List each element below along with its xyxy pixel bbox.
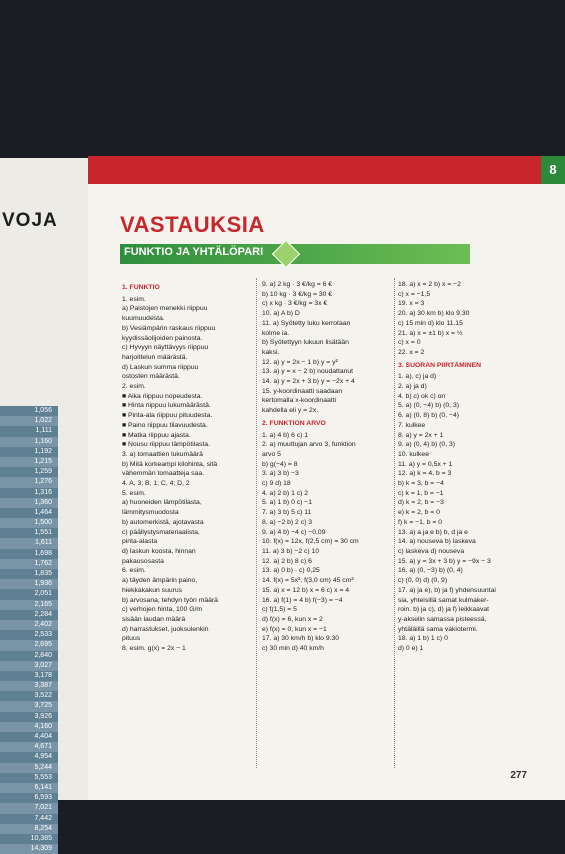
answer-line: 19. x = 3 [398, 300, 425, 308]
answer-line: c) 30 min d) 40 km/h [262, 645, 324, 653]
table-cell: 1,360 [0, 498, 58, 508]
table-cell: 2,165 [0, 600, 58, 610]
answer-line: 13. a) a ja e b) b, d ja e [398, 528, 468, 536]
table-cell: 7,442 [0, 814, 58, 824]
answer-line: lämmitysmuodosta [122, 509, 179, 517]
answer-line: arvo 5 [262, 450, 281, 458]
table-cell: 5,553 [0, 773, 58, 783]
answer-line: 18. a) 1 b) 1 c) 0 [398, 635, 448, 643]
table-cell: 8,254 [0, 824, 58, 834]
answer-line: 12. a) 2 b) 8 c) 6 [262, 557, 312, 565]
table-cell: 14,309 [0, 844, 58, 854]
answer-line: vähemmän tomaatteja saa. [122, 470, 204, 478]
answer-line: 10. f(x) = 12x, f(2,5 cm) = 30 cm [262, 538, 359, 546]
table-cell: 4,954 [0, 752, 58, 762]
answer-line: 7. kulkee [398, 421, 426, 429]
answer-line: 10. kulkee [398, 450, 429, 458]
table-cell: 1,259 [0, 467, 58, 477]
table-cell: 2,840 [0, 651, 58, 661]
answer-line: d) 0 e) 1 [398, 645, 424, 653]
table-cell: 6,141 [0, 783, 58, 793]
answer-line: 13. a) 0 b) · c) 0,25 [262, 567, 320, 575]
answer-line: 15. a) y = 3x + 3 b) y = −9x − 3 [398, 557, 491, 565]
answer-line: 12. a) y = 2x − 1 b) y = y² [262, 358, 338, 366]
answer-line: 4. b) c) ok c) on [398, 392, 446, 400]
section-banner-title: FUNKTIO JA YHTÄLÖPARI [124, 246, 264, 258]
section-heading: 2. FUNKTION ARVO [262, 419, 326, 427]
answer-line: 16. a) (0, −3) b) (0, 4) [398, 567, 463, 575]
table-cell: 1,835 [0, 569, 58, 579]
answer-line: 2. a) ja d) [398, 383, 427, 391]
answer-line: 11. a) 3 b) −2 c) 10 [262, 547, 320, 555]
table-cell: 1,056 [0, 406, 58, 416]
answer-line: sia, yhteisillä samat kulmaker- [398, 596, 489, 604]
answer-line: 12. a) k = 4, b = 3 [398, 470, 452, 478]
answer-line: 14. a) y = 2x + 3 b) y = −2x + 4 [262, 378, 355, 386]
answer-line: 2. a) muuttujan arvo 3, funktion [262, 441, 356, 449]
table-cell: 4,671 [0, 742, 58, 752]
table-cell: 1,111 [0, 426, 58, 436]
table-cell: 3,178 [0, 671, 58, 681]
answer-line: y-akselin samassa pisteessä, [398, 615, 487, 623]
table-cell: 3,725 [0, 701, 58, 711]
answer-line: 4. a) 2 b) 1 c) 2 [262, 489, 309, 497]
answer-line: b) automerkistä, ajotavasta [122, 518, 204, 526]
table-cell: 1,316 [0, 488, 58, 498]
answer-line: kahdella eli y = 2x. [262, 407, 319, 415]
table-cell: 1,160 [0, 437, 58, 447]
answer-line: d) k = 2, b = −3 [398, 499, 444, 507]
answer-line: 2. esim. [122, 383, 146, 391]
answer-line: ■ Pinta-ala riippuu pituudesta. [122, 412, 213, 420]
answer-line: ■ Nousu riippuu lämpötilasta. [122, 441, 210, 449]
answer-line: kyydissäolijoiden painosta. [122, 334, 203, 342]
answer-line: 11. a) Syötetty luku kerrotaan [262, 319, 351, 327]
table-cell: 1,022 [0, 416, 58, 426]
answer-line: 17. a) ja e), b) ja f) yhdensuuntai [398, 586, 496, 594]
answer-line: d) Laskun summa riippuu [122, 363, 199, 371]
answer-line: sisään laudan määrä [122, 615, 186, 623]
answer-line: d) harrastukset, juoksulenkin [122, 625, 209, 633]
answer-line: harjoittelun määrästä. [122, 353, 188, 361]
answer-line: a) huoneiden lämpötilasta, [122, 499, 202, 507]
answer-line: pakausosasta [122, 557, 164, 565]
answer-line: a) täyden ämpärin paino, [122, 577, 198, 585]
answer-line: 9. a) 4 b) −4 c) −0,09 [262, 528, 326, 536]
table-cell: 1,192 [0, 447, 58, 457]
table-cell: 1,698 [0, 549, 58, 559]
table-cell: 3,522 [0, 691, 58, 701]
table-cell: 3,926 [0, 712, 58, 722]
answer-line: ■ Aika riippuu nopeudesta. [122, 392, 203, 400]
table-cell: 10,385 [0, 834, 58, 844]
answer-line: 10. a) A b) D [262, 310, 300, 318]
table-cell: 2,695 [0, 640, 58, 650]
answer-line: c) 15 min d) klo 11.15 [398, 319, 463, 327]
answer-line: 15. y-koordinaatti saadaan [262, 387, 343, 395]
chapter-tab: 8 [541, 156, 565, 184]
answer-line: 20. a) 30 km b) klo 9.30 [398, 310, 470, 318]
table-cell: 1,936 [0, 579, 58, 589]
answer-line: kuumuudesta. [122, 315, 165, 323]
answer-line: c) päällystysmateriaalista, [122, 528, 200, 536]
answer-line: b) 10 kg · 3 €/kg = 30 € [262, 290, 333, 298]
table-cell: 2,051 [0, 589, 58, 599]
table-cell: 1,500 [0, 518, 58, 528]
answer-line: 16. a) f(1) = 4 b) f(−3) = −4 [262, 596, 343, 604]
answer-line: e) k = 2, b = 0 [398, 509, 440, 517]
answer-line: ostosten määrästä. [122, 373, 180, 381]
answer-line: 3. a) tomaattien lukumäärä [122, 450, 203, 458]
table-cell: 2,284 [0, 610, 58, 620]
table-cell: 3,387 [0, 681, 58, 691]
answers-column-1 [122, 280, 254, 654]
table-cell: 5,244 [0, 763, 58, 773]
section-heading: 3. SUORAN PIIRTÄMINEN [398, 361, 482, 369]
answer-line: b) g(−4) = 8 [262, 460, 298, 468]
answer-line: c) x kg · 3 €/kg = 3x € [262, 300, 328, 308]
table-cell: 1,464 [0, 508, 58, 518]
table-cell: 4,404 [0, 732, 58, 742]
answer-line: b) Mitä korkeampi kilohinta, sitä [122, 460, 218, 468]
answer-line: 11. a) y = 0,5x + 1 [398, 460, 453, 468]
answer-line: c) 9 d) 18 [262, 480, 291, 488]
answer-line: 1. esim. [122, 295, 146, 303]
table-cell: 1,215 [0, 457, 58, 467]
answer-line: c) Hyvyyn näyttävyys riippuu [122, 344, 209, 352]
answer-line: roin. b) ja c), d) ja f) leikkaavat [398, 606, 490, 614]
answer-line: 7. a) 3 b) 5 c) 11 [262, 509, 312, 517]
answer-line: c) laskeva d) nouseva [398, 547, 465, 555]
answer-line: yhtäläillä sama vakiotermi. [398, 625, 478, 633]
table-cell: 6,593 [0, 793, 58, 803]
answer-line: hiekkakakun suurus [122, 586, 183, 594]
answer-line: 4. A, 3; B, 1; C, 4; D, 2 [122, 480, 190, 488]
table-cell: 1,551 [0, 528, 58, 538]
answer-line: 22. x = 2 [398, 348, 425, 356]
answer-line: 1. a) 4 b) 6 c) 1 [262, 431, 309, 439]
answer-line: 9. a) (0, 4) b) (0, 3) [398, 441, 456, 449]
table-cell: 1,611 [0, 538, 58, 548]
answer-line: 14. f(x) = 5x², f(3,0 cm) 45 cm² [262, 577, 354, 585]
page-number: 277 [510, 770, 527, 781]
answer-line: c) x = 0 [398, 339, 421, 347]
answer-line: d) f(x) = 6, kun x = 2 [262, 615, 323, 623]
answer-line: 1. a), c) ja d) [398, 373, 437, 381]
column-divider [394, 278, 395, 768]
left-page-title: VOJA [2, 210, 58, 231]
table-cell: 1,276 [0, 477, 58, 487]
answer-line: 6. esim. [122, 567, 146, 575]
table-cell: 2,402 [0, 620, 58, 630]
answer-line: 8. a) −2 b) 2 c) 3 [262, 518, 313, 526]
answer-line: c) verhojen hinta, 100 G/m [122, 606, 203, 614]
answer-line: c) f(1,5) = 5 [262, 606, 297, 614]
answer-line: 5. esim. [122, 489, 146, 497]
table-cell: 3,027 [0, 661, 58, 671]
column-divider [256, 278, 257, 768]
answer-line: 5. a) (0, −4) b) (0, 3) [398, 402, 460, 410]
answer-line: 6. a) (0, 8) b) (0, −4) [398, 412, 460, 420]
answer-line: 21. a) x = ±1 b) x = ½ [398, 329, 463, 337]
answer-line: 14. a) nouseva b) laskeva [398, 538, 476, 546]
answer-line: e) f(x) = 0, kun x = −1 [262, 625, 327, 633]
answer-line: c) (0, 0) d) (0, 9) [398, 577, 448, 585]
answer-line: b) k = 3, b = −4 [398, 480, 444, 488]
answer-line: 18. a) x = 2 b) x = −2 [398, 281, 461, 288]
answer-line: b) arvosana, tehdyn työn määrä [122, 596, 218, 604]
answer-line: 17. a) 30 km/h b) klo 9.30 [262, 635, 340, 643]
answer-line: kolme ia. [262, 329, 290, 337]
answer-line: 3. a) 3 b) −3 [262, 470, 299, 478]
answer-line: 13. a) y = x − 2 b) noudattanut [262, 368, 354, 376]
answer-line: 9. a) 2 kg · 3 €/kg = 6 € [262, 281, 333, 288]
table-cell: 1,762 [0, 559, 58, 569]
answer-line: f) k = −1, b = 0 [398, 518, 443, 526]
section-heading: 1. FUNKTIO [122, 284, 160, 291]
answer-line: 8. a) y = 2x + 1 [398, 431, 444, 439]
answer-line: pituus [122, 635, 141, 643]
answer-line: 8. esim. g(x) = 2x − 1 [122, 645, 186, 653]
answer-line: b) Syötettyyn lukuun lisätään [262, 339, 349, 347]
table-cell: 4,160 [0, 722, 58, 732]
answer-line: d) laskun koosta, hinnan [122, 547, 196, 555]
left-page [0, 158, 96, 853]
table-cell: 7,021 [0, 803, 58, 813]
answer-line: ■ Matka riippuu ajasta. [122, 431, 191, 439]
table-cell: 2,533 [0, 630, 58, 640]
answer-line: b) Vesiämpärin raskaus riippuu [122, 324, 216, 332]
answer-line: c) x = −1,5 [398, 290, 431, 298]
answers-column-3 [398, 280, 528, 654]
answer-line: kertomalla x-koordinaatti [262, 397, 337, 405]
answer-line: ■ Hinta riippuu lukumäärästä. [122, 402, 211, 410]
answer-line: kaksi. [262, 348, 280, 356]
answer-line: c) k = 1, b = −1 [398, 489, 444, 497]
left-page-table [0, 406, 58, 854]
answer-line: 15. a) x = 12 b) x = 6 c) x = 4 [262, 586, 350, 594]
page-title: VASTAUKSIA [120, 212, 265, 237]
answer-line: a) Paistojen menekki riippuu [122, 305, 208, 313]
header-bar [88, 156, 565, 184]
answer-line: 5. a) 1 b) 0 c) −1 [262, 499, 313, 507]
answers-column-2 [262, 280, 392, 654]
answer-line: ■ Paino riippuu tilavuudesta. [122, 421, 208, 429]
answer-line: pinta-alasta [122, 538, 158, 546]
